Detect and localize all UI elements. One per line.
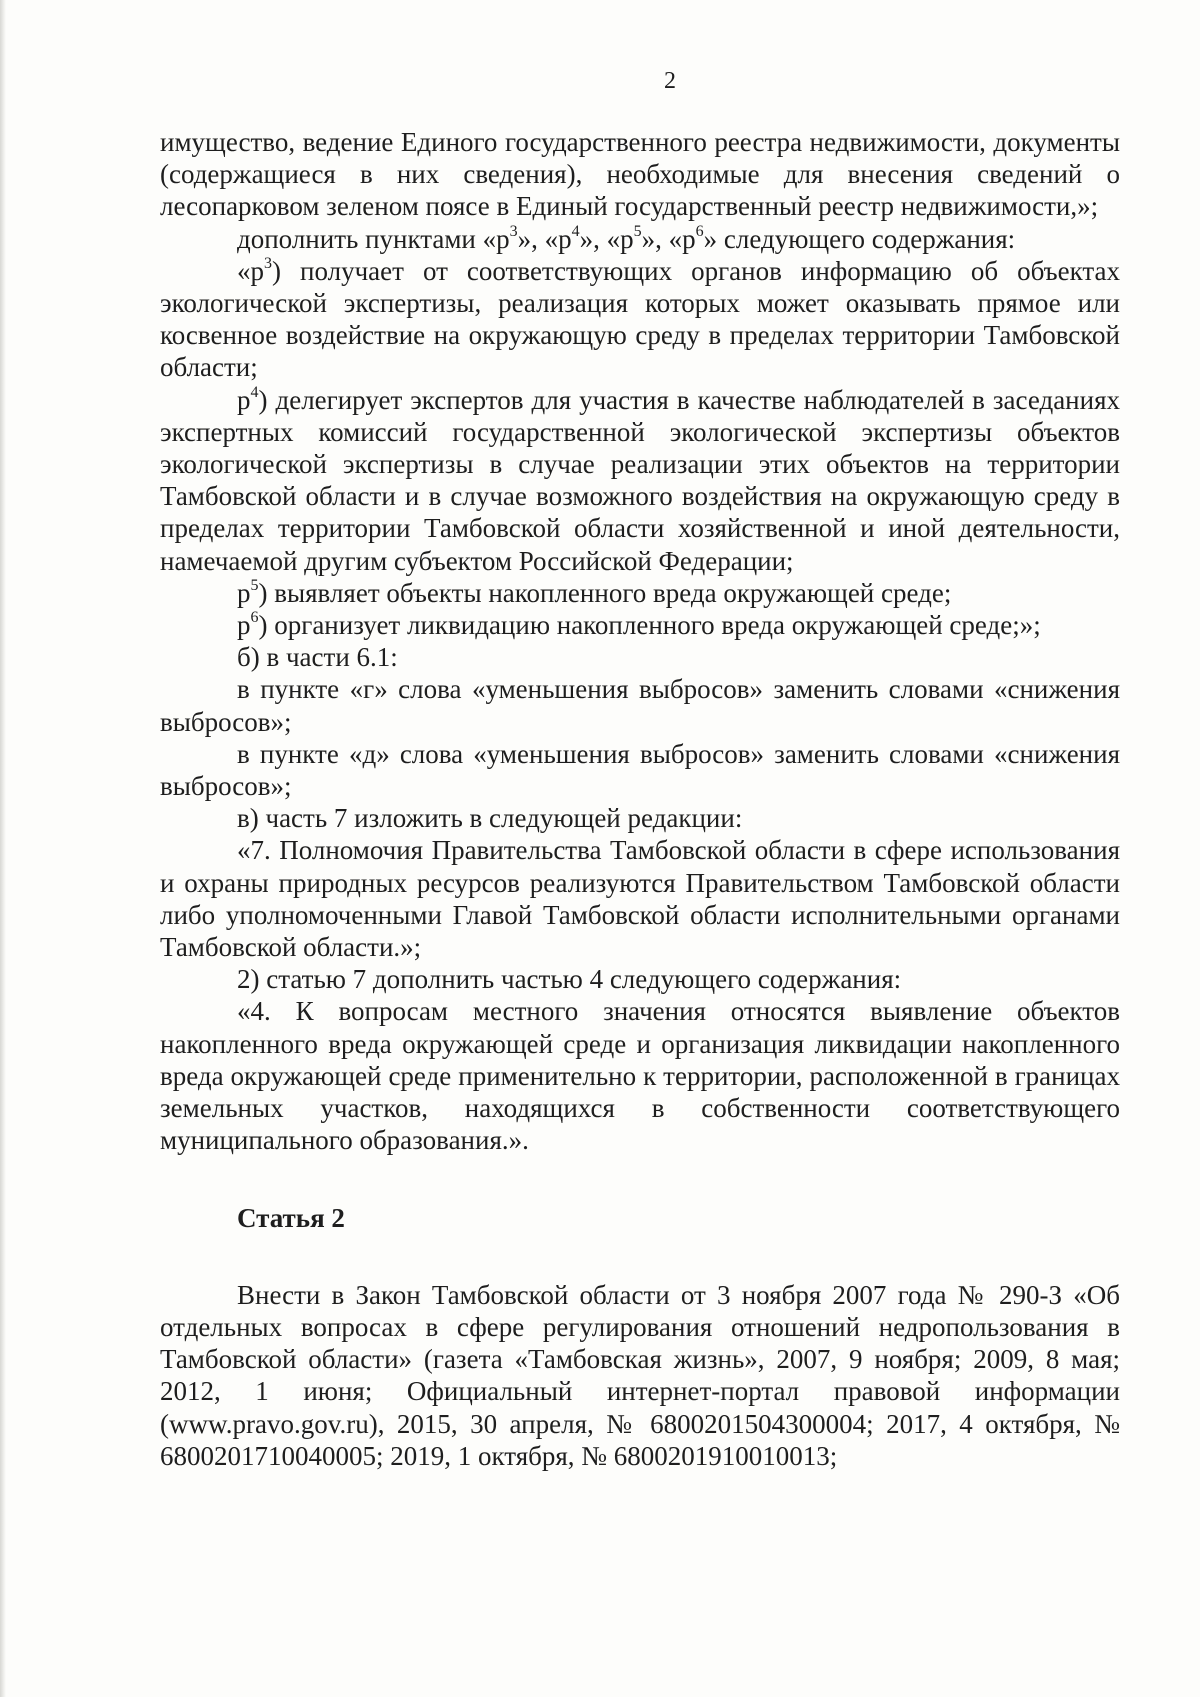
paragraph-12: 2) статью 7 дополнить частью 4 следующего содержания: — [237, 964, 902, 995]
paragraph-6: $р^6$) организует ликвидацию накопленного вреда окружающей среде;»; — [237, 609, 1041, 641]
paragraph-13: «4. К вопросам местного значения относятся выявление объектов накопленного вреда окружающей среде и организация ликвидации накопленного вреда окружающей среде применительно к территории, расположенной в границах земельных участков, находящихся в собственности соответствующего муниципального образования.». — [160, 996, 1120, 1156]
paragraph-2: дополнить пунктами «$р^3$», «$р^4$», «$р^5$», «$р^6$» следующего содержания: — [237, 222, 1016, 254]
paragraph-3: «$р^3$) получает от соответствующих органов информацию об объектах экологической экспертизы, реализация которых может оказывать прямое или косвенное воздействие на окружающую среду в пределах территории Тамбовской области; — [160, 254, 1120, 383]
paragraph-5: $р^5$) выявляет объекты накопленного вреда окружающей среде; — [237, 576, 952, 608]
article-heading: Статья 2 — [237, 1202, 345, 1233]
paragraph-11: «7. Полномочия Правительства Тамбовской области в сфере использования и охраны природных ресурсов реализуются Правительством Тамбовской области либо уполномоченными Главой Тамбовской области исполнительными органами Тамбовской области.»; — [160, 835, 1120, 963]
paragraph-10: в) часть 7 изложить в следующей редакции: — [237, 803, 743, 834]
page-number: 2 — [664, 68, 676, 94]
paragraph-4: $р^4$) делегирует экспертов для участия в качестве наблюдателей в заседаниях экспертных комиссий государственной экологической экспертизы объектов экологической экспертизы в случае реализации этих объектов на территории Тамбовской области и в случае возможного воздействия на окружающую среду в пределах территории Тамбовской области хозяйственной и иной деятельности, намечаемой другим субъектом Российской Федерации; — [160, 383, 1120, 576]
paragraph-8: в пункте «г» слова «уменьшения выбросов» заменить словами «снижения выбросов»; — [160, 674, 1120, 737]
paragraph-1: имущество, ведение Единого государственного реестра недвижимости, документы (содержащиеся в них сведения), необходимые для внесения сведений о лесопарковом зеленом поясе в Единый государственный реестр недвижимости,»; — [160, 127, 1120, 222]
paragraph-7: б) в части 6.1: — [237, 642, 398, 673]
document-body — [160, 126, 1120, 1472]
scan-edge — [0, 0, 6, 1697]
paragraph-9: в пункте «д» слова «уменьшения выбросов» заменить словами «снижения выбросов»; — [160, 738, 1120, 802]
article-paragraph-1: Внести в Закон Тамбовской области от 3 ноября 2007 года № 290-З «Об отдельных вопросах в сфере регулирования отношений недропользования в Тамбовской области» (газета «Тамбовская жизнь», 2007, 9 ноября; 2009, 8 мая; 2012, 1 июня; Официальный интернет-портал правовой информации (www.pravo.gov.ru), 2015, 30 апреля, № 6800201504300004; 2017, 4 октября, № 6800201710040005; 2019, 1 октября, № 6800201910010013; — [160, 1279, 1120, 1471]
